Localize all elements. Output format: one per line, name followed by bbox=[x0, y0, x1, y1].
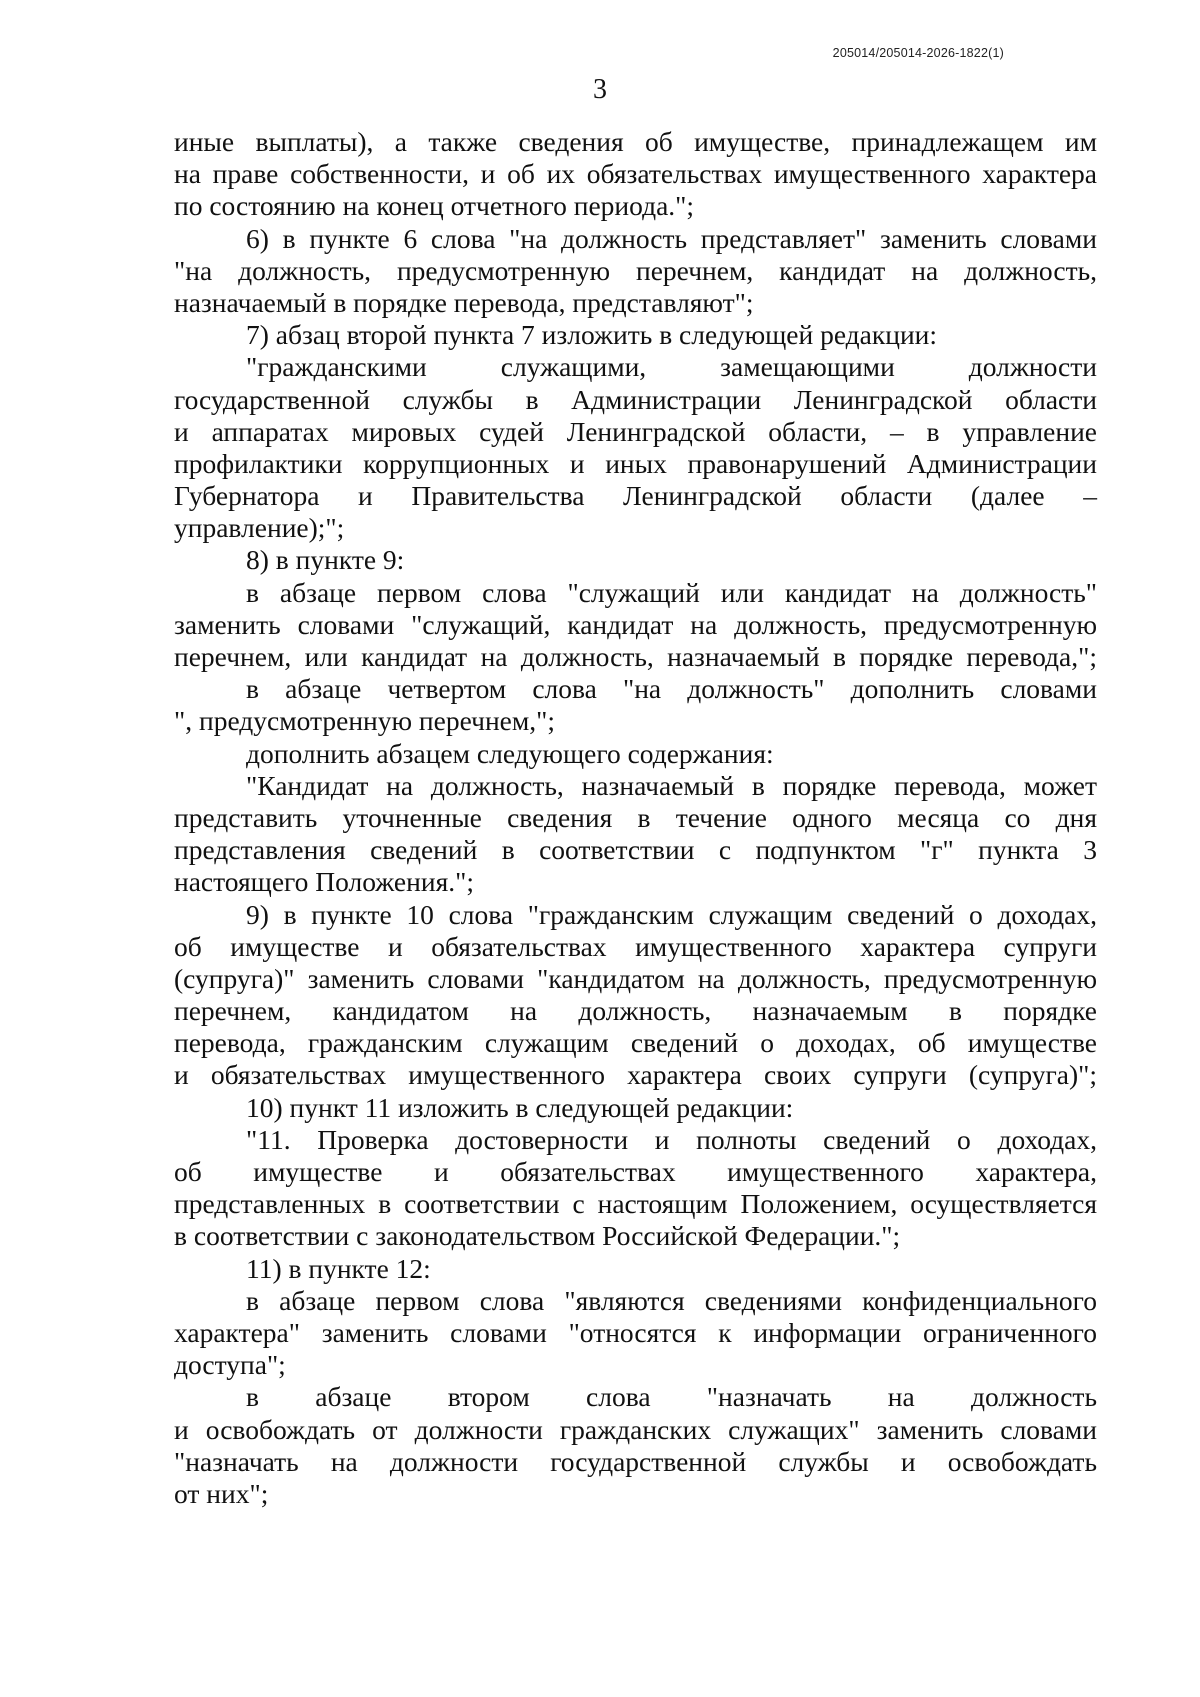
text-line: ", предусмотренную перечнем,"; bbox=[174, 705, 556, 737]
text-line: в абзаце первом слова "являются сведениями конфиденциального bbox=[246, 1284, 1097, 1316]
text-line: государственной службы в Администрации Ленинградской области bbox=[174, 383, 1097, 415]
text-line: перечнем, кандидатом на должность, назначаемым в порядке bbox=[174, 995, 1097, 1027]
text-line: и аппаратах мировых судей Ленинградской области, – в управление bbox=[174, 415, 1097, 447]
text-line: управление);"; bbox=[174, 512, 345, 544]
text-line: 7) абзац второй пункта 7 изложить в следующей редакции: bbox=[246, 319, 938, 351]
text-line: об имуществе и обязательствах имущественного характера супруги bbox=[174, 930, 1097, 962]
document-code: 205014/205014-2026-1822(1) bbox=[832, 46, 1004, 60]
document-body bbox=[174, 126, 1097, 1510]
text-line: "гражданскими служащими, замещающими должности bbox=[246, 351, 1097, 383]
text-line: на праве собственности, и об их обязательствах имущественного характера bbox=[174, 158, 1097, 190]
text-line: "Кандидат на должность, назначаемый в порядке перевода, может bbox=[246, 769, 1097, 801]
text-line: "назначать на должности государственной службы и освобождать bbox=[174, 1445, 1097, 1477]
text-line: иные выплаты), а также сведения об имуществе, принадлежащем им bbox=[174, 126, 1097, 157]
text-line: представления сведений в соответствии с подпунктом "г" пункта 3 bbox=[174, 834, 1097, 866]
text-line: в абзаце четвертом слова "на должность" дополнить словами bbox=[246, 673, 1097, 705]
text-line: профилактики коррупционных и иных правонарушений Администрации bbox=[174, 447, 1097, 479]
text-line: заменить словами "служащий, кандидат на должность, предусмотренную bbox=[174, 608, 1097, 640]
text-line: настоящего Положения."; bbox=[174, 866, 474, 898]
text-line: 10) пункт 11 изложить в следующей редакции: bbox=[246, 1091, 794, 1123]
text-line: в соответствии с законодательством Российской Федерации."; bbox=[174, 1220, 901, 1252]
text-line: перевода, гражданским служащим сведений о доходах, об имуществе bbox=[174, 1027, 1097, 1059]
text-line: доступа"; bbox=[174, 1349, 286, 1381]
text-line: 6) в пункте 6 слова "на должность представляет" заменить словами bbox=[246, 222, 1097, 254]
text-line: в абзаце первом слова "служащий или кандидат на должность" bbox=[246, 576, 1097, 608]
text-line: по состоянию на конец отчетного периода."; bbox=[174, 190, 695, 222]
text-line: от них"; bbox=[174, 1477, 269, 1509]
text-line: дополнить абзацем следующего содержания: bbox=[246, 737, 774, 769]
text-line: перечнем, или кандидат на должность, назначаемый в порядке перевода,"; bbox=[174, 641, 1097, 672]
text-line: "11. Проверка достоверности и полноты сведений о доходах, bbox=[246, 1123, 1097, 1155]
text-line: и обязательствах имущественного характера своих супруги (супруга)"; bbox=[174, 1059, 1097, 1091]
text-line: (супруга)" заменить словами "кандидатом на должность, предусмотренную bbox=[174, 962, 1097, 994]
page-number: 3 bbox=[593, 74, 607, 105]
text-line: Губернатора и Правительства Ленинградской области (далее – bbox=[174, 480, 1097, 512]
text-line: 11) в пункте 12: bbox=[246, 1252, 431, 1284]
text-line: 8) в пункте 9: bbox=[246, 544, 405, 576]
text-line: назначаемый в порядке перевода, представляют"; bbox=[174, 286, 754, 318]
text-line: об имуществе и обязательствах имущественного характера, bbox=[174, 1156, 1097, 1187]
text-line: характера" заменить словами "относятся к информации ограниченного bbox=[174, 1316, 1097, 1348]
text-line: "на должность, предусмотренную перечнем, кандидат на должность, bbox=[174, 254, 1097, 286]
text-line: представить уточненные сведения в течение одного месяца со дня bbox=[174, 801, 1097, 833]
text-line: и освобождать от должности гражданских служащих" заменить словами bbox=[174, 1413, 1097, 1445]
text-line: в абзаце втором слова "назначать на должность bbox=[246, 1381, 1097, 1413]
text-line: 9) в пункте 10 слова "гражданским служащим сведений о доходах, bbox=[246, 898, 1097, 930]
text-line: представленных в соответствии с настоящим Положением, осуществляется bbox=[174, 1188, 1097, 1220]
